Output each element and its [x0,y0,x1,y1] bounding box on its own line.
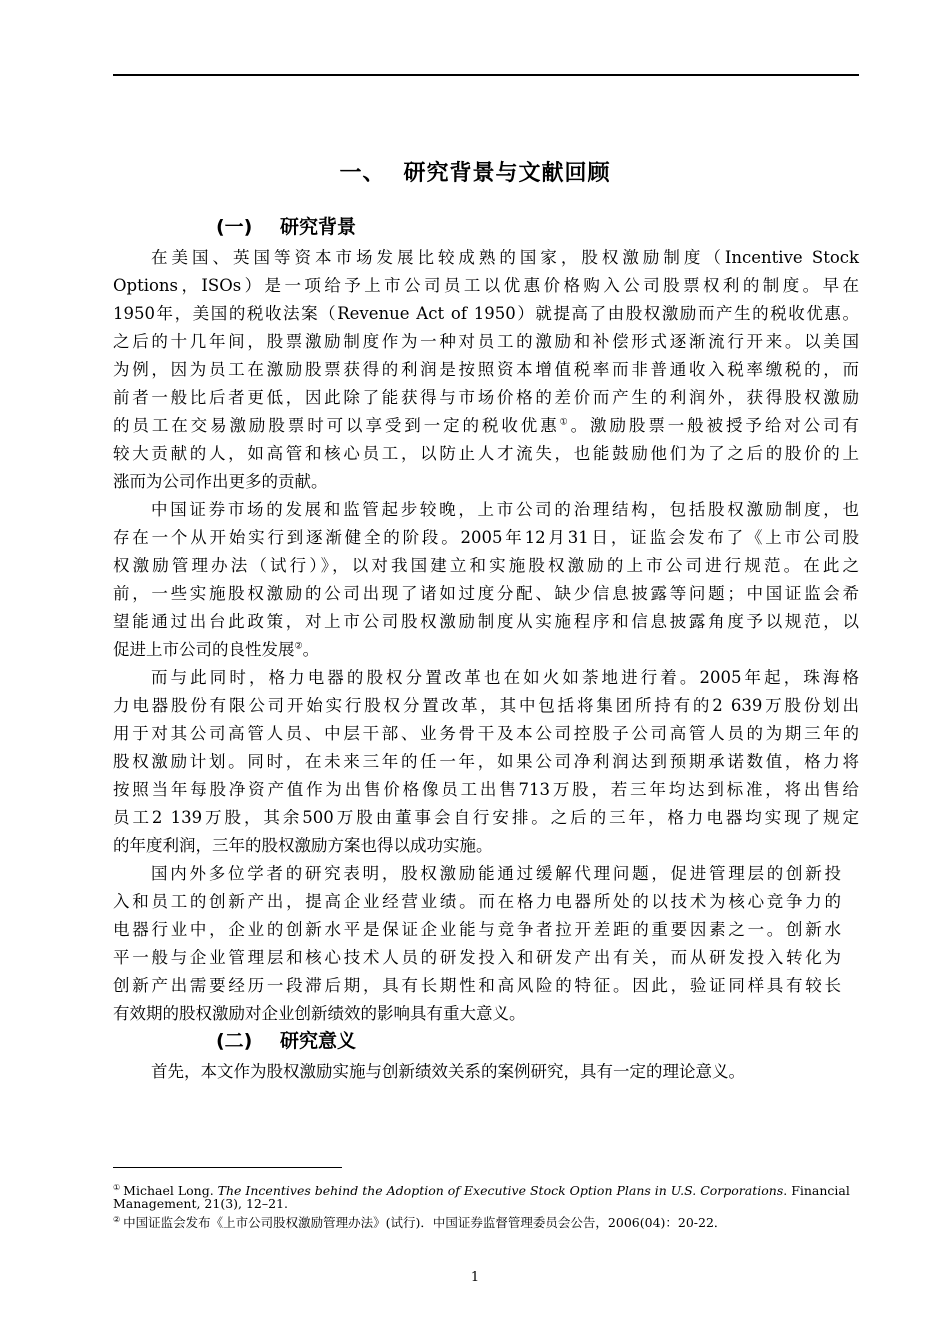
header-rule [113,74,859,76]
page-number: 1 [470,1270,480,1285]
text-line: 在美国、英国等资本市场发展比较成熟的国家，股权激励制度（Incentive Stock [151,248,859,267]
section-heading-background [216,212,356,239]
text-line: 员工2 139万股，其余500万股由董事会自行安排。之后的三年，格力电器均实现了规定 [113,808,859,827]
footnote-text: 中国证监会发布《上市公司股权激励管理办法》(试行)．中国证券监督管理委员会公告，2006(04)：20-22． [123,1215,727,1231]
footnote-author: Michael Long. [123,1183,218,1199]
text-line: 中国证券市场的发展和监管起步较晚，上市公司的治理结构，包括股权激励制度，也 [151,500,859,519]
text-line: 前，一些实施股权激励的公司出现了诸如过度分配、缺少信息披露等问题；中国证监会希 [113,584,859,603]
text-line: 平一般与企业管理层和核心技术人员的研发投入和研发产出有关，而从研发投入转化为 [113,948,841,967]
text-line: 力电器股份有限公司开始实行股权分置改革，其中包括将集团所持有的2 639万股份划出 [113,696,859,715]
text-line: 入和员工的创新产出，提高企业经营业绩。而在格力电器所处的以技术为核心竞争力的 [113,892,841,911]
text-line: 望能通过出台此政策，对上市公司股权激励制度从实施程序和信息披露角度予以规范，以 [113,612,859,631]
text-line: 创新产出需要经历一段滞后期，具有长期性和高风险的特征。因此，验证同样具有较长 [113,976,841,995]
text-line: 用于对其公司高管人员、中层干部、业务骨干及本公司控股子公司高管人员的为期三年的 [113,724,859,743]
chapter-number: 一、 [339,161,386,186]
text-line: 前者一般比后者更低，因此除了能获得与市场价格的差价而产生的利润外，获得股权激励 [113,388,859,407]
chapter-heading [0,156,950,187]
footnote-mark: ① [113,1183,121,1192]
text-line: 电器行业中，企业的创新水平是保证企业能与竞争者拉开差距的重要因素之一。创新水 [113,920,841,939]
text-line: 有效期的股权激励对企业创新绩效的影响具有重大意义。 [113,1004,526,1023]
footnote-1-continued: Management, 21(3), 12–21. [113,1196,289,1211]
footnote-ref: ① [559,417,571,428]
text-line: 按照当年每股净资产值作为出售价格像员工出售713万股，若三年均达到标准，将出售给 [113,780,859,799]
text-line: 的年度利润，三年的股权激励方案也得以成功实施。 [113,836,493,855]
text-line: 1950年，美国的税收法案（Revenue Act of 1950）就提高了由股权激励而产生的税收优惠。 [113,304,859,323]
text-segment: 。激励股票一般被授予给对公司有 [570,416,860,435]
footnote-title: The Incentives behind the Adoption of Executive Stock Option Plans in U.S. Corporations [217,1183,784,1199]
footnote-journal: . Financial [783,1183,850,1199]
footnote-separator [113,1167,342,1168]
text-line: 股权激励计划。同时，在未来三年的任一年，如果公司净利润达到预期承诺数值，格力将 [113,752,859,771]
section-heading-significance [216,1026,356,1053]
text-line: 权激励管理办法（试行）》，以对我国建立和实施股权激励的上市公司进行规范。在此之 [113,556,859,575]
section-title: 研究背景 [280,216,357,238]
text-line: 之后的十几年间，股票激励制度作为一种对员工的激励和补偿形式逐渐流行开来。以美国 [113,332,859,351]
text-line: 国内外多位学者的研究表明，股权激励能通过缓解代理问题，促进管理层的创新投 [151,864,841,883]
text-line-with-footnote [113,636,859,664]
section-number: (二) [216,1030,253,1052]
text-line: 存在一个从开始实行到逐渐健全的阶段。2005年12月31日，证监会发布了《上市公司股 [113,528,859,547]
footnote-mark: ② [113,1215,121,1224]
text-line: 为例，因为员工在激励股票获得的利润是按照资本增值税率而非普通收入税率缴税的，而 [113,360,859,379]
text-segment: 的员工在交易激励股票时可以享受到一定的税收优惠 [113,416,560,435]
section-title: 研究意义 [280,1030,357,1052]
chapter-title: 研究背景与文献回顾 [403,161,611,186]
footnote-2 [113,1212,859,1231]
text-line: 而与此同时，格力电器的股权分置改革也在如火如荼地进行着。2005年起，珠海格 [151,668,859,687]
footnote-ref: ② [294,641,303,652]
text-line: 涨而为公司作出更多的贡献。 [113,472,328,491]
text-segment: 。 [302,640,320,659]
text-line-with-footnote [113,412,859,440]
text-segment: 促进上市公司的良性发展 [113,640,295,659]
text-line: 首先，本文作为股权激励实施与创新绩效关系的案例研究，具有一定的理论意义。 [151,1062,745,1081]
text-line: Options，ISOs）是一项给予上市公司员工以优惠价格购入公司股票权利的制度。早在 [113,276,859,295]
section-number: (一) [216,216,253,238]
text-line: 较大贡献的人，如高管和核心员工，以防止人才流失，也能鼓励他们为了之后的股价的上 [113,444,859,463]
